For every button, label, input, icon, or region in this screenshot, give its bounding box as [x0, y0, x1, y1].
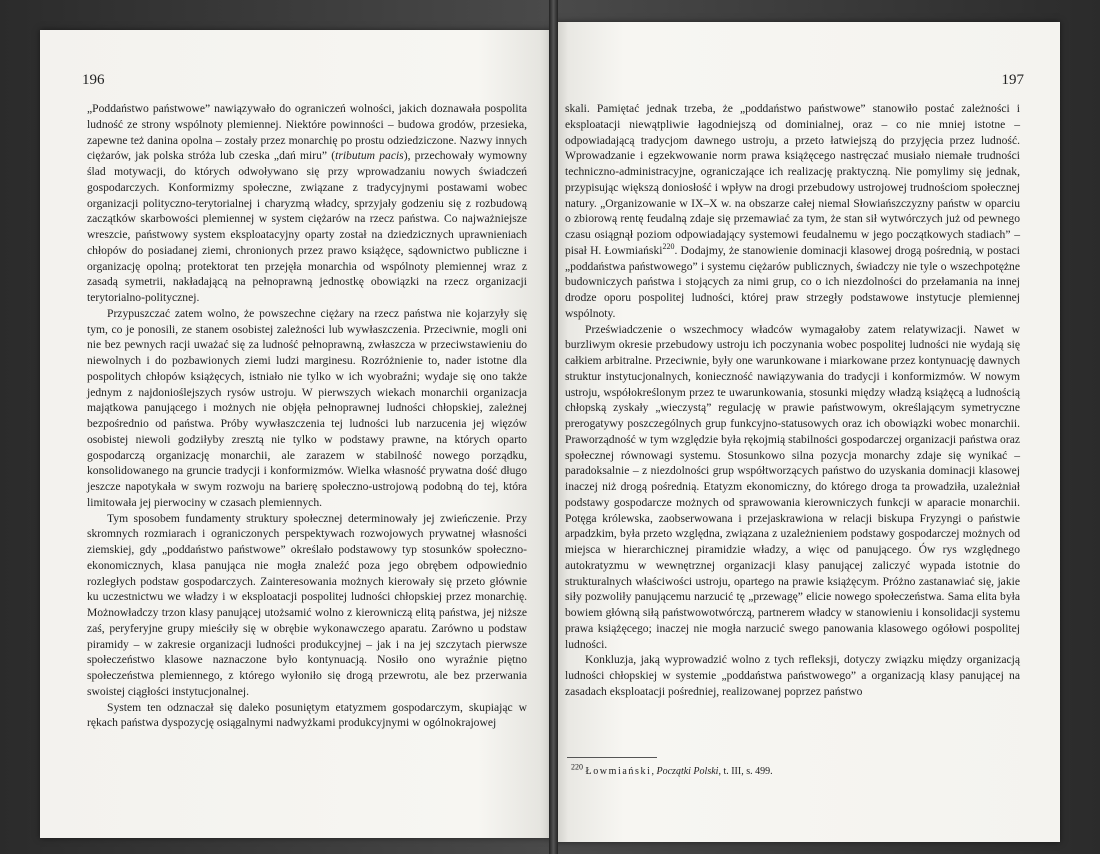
footnote-divider	[567, 757, 657, 758]
footnote-number: 220	[571, 762, 583, 772]
paragraph: Przypuszczać zatem wolno, że powszechne ciężary na rzecz państwa nie kojarzyły się tym, co je ponosili, ze stanem osobistej zależności lub wywłaszczenia. Przeciwnie, mogli oni nie bez pewnych racji uważać się za ludność pełnoprawną, zwłaszcza w przeciwstawieniu do niewolnych i do pozbawionych ziemi ludzi marginesu. Rozróżnienie to, nader istotne dla pospolitych chłopów książęcych, istniało nie tylko w ich wyobraźni; wydaje się ono także jednym z najdonioślejszych rysów ustroju. W pierwszych wiekach monarchii organizacja majątkowa panującego i możnych nie objęła pełnoprawnej ludności chłopskiej, zależnej bezpośrednio od państwa. Próby wywłaszczenia tej ludności lub narzucenia jej więzów osobistej niewoli godziłyby zresztą nie tylko w podstawy prawne, na których oparto gospodarczą organizację monarchii, ale zarazem w stabilność nowego porządku, konsolidowanego na gruncie tradycji i konformizmów. Wielka własność prywatna dość długo jeszcze napotykała w swym rozwoju na barierę społeczno-ustrojową podobną do tej, która limitowała jej pierwociny w czasach plemiennych.	[87, 306, 527, 509]
footnote: $^{220}$ Łowmiański, Początki Polski, t. III, s. 499.	[571, 762, 773, 777]
paragraph: Tym sposobem fundamenty struktury społecznej determinowały jej zwieńczenie. Przy skromnych rozmiarach i ograniczonych perspektywach rozwojowych prywatnej własności ziemskiej, gdy „poddaństwo państwowe” określało podstawowy typ stosunków społeczno-ekonomicznych, klasa panująca nie mogła znaleźć poza jego obrębem odpowiednio rozległych podstaw gospodarczych. Zainteresowania możnych kierowały się przeto głównie ku uczestnictwu we władzy i w eksploatacji pospolitej ludności chłopskiej przez monarchię. Możnowładczy trzon klasy panującej utożsamić wolno z kierowniczą elitą państwa, jej niższe zaś, peryferyjne grupy mieściły się w obrębie wykonawczego aparatu. Zarówno u podstaw piramidy – w zakresie organizacji ludności produkcyjnej – jak i na jej szczytach pierwsze społeczeństwo klasowe naznaczone było kontynuacją. Nosiło ono wyraźnie piętno społeczeństwa plemiennego, z którego wyłoniło się drogą przewrotu, ale bez przerwania swoistej ciągłości instytucjonalnej.	[87, 511, 527, 698]
paragraph: Konkluzja, jaką wyprowadzić wolno z tych refleksji, dotyczy związku między organizacją ludności chłopskiej w systemie „poddaństwa państwowego” a organizacją klasy panującej na zasadach eksploatacji pośredniej, realizowanej poprzez państwo	[565, 653, 1020, 698]
paragraph: Przeświadczenie o wszechmocy władców wymagałoby zatem relatywizacji. Nawet w burzliwym okresie przebudowy ustroju ich poczynania wobec pospolitej ludności nie wydają się całkiem arbitralne. Przeciwnie, były one warunkowane i miarkowane przez kontynuację dawnych struktur instytucjonalnych, konieczność nawiązywania do tradycji i konformizmów. W nowym ustroju, współokreślonym przez te uwarunkowania, stosunki między władzą książęcą a ludnością chłopską zyskały „wieczystą” regulację w prawie państwowym, określającym symetryczne prerogatywy poszczególnych grup funkcyjno-statusowych oraz ich obowiązki wobec monarchii. Praworządność w tym względzie była rękojmią stabilności gospodarczej organizacji państwa oraz społecznej równowagi systemu. Stosunkowo silna pozycja monarchy zdaje się wynikać – paradoksalnie – z niezdolności grup współtworzących państwo do uzyskania dominacji klasowej inaczej niż drogą pośrednią. Etatyzm ekonomiczny, do którego droga ta prowadziła, uzależniał podstawy gospodarcze możnych od sprawowania kierowniczych funkcji w aparacie monarchii. Potęga królewska, zaobserwowana i przejaskrawiona w relacji biskupa Fryzyngi o państwie arpadzkim, była przeto względna, związana z uzależnieniem podstawy gospodarczej możnych od miejsca w hierarchicznej piramidzie władzy, a więc od panującego. Ów rys względnego autokratyzmu w wewnętrznej organizacji klasy panującej zaliczyć wypada istotnie do strukturalnych właściwości ustroju, opartego na prawie książęcym. Próżno zastanawiać się, jakie siły pozwoliły panującemu narzucić tę „przewagę” elicie nowego społeczeństwa. Sama elita była bowiem główną siłą państwowotwórczą, partnerem władcy w stanowieniu i konsolidacji systemu prawa książęcego; inaczej nie mogła narzucić swego panowania klasowego ogółowi pospolitej ludności.	[565, 322, 1020, 651]
footnote-author: Łowmiański	[585, 766, 652, 777]
footnote-title: Początki Polski	[656, 766, 719, 777]
left-page-body	[87, 101, 527, 731]
paragraph: skali. Pamiętać jednak trzeba, że „poddaństwo państwowe” stanowiło postać zależności i eksploatacji niewątpliwie łagodniejszą od dominialnej, oraz – co nie mniej istotne – odpowiadającą tradycjom dawnego ustroju, a przeto łatwiejszą do przyjęcia przez ludność. Wprowadzanie i egzekwowanie norm prawa książęcego nastręczać musiało niemałe trudności techniczno-administracyjne, ograniczające ich realizację praktyczną. Nie pomylimy się jednak, przypisując większą doniosłość i wpływ na drogi przebudowy ustrojowej trudnościom społecznej natury. „Organizowanie w IX–X w. na obszarze całej niemal Słowiańszczyzny państw w oparciu o zbiorową rentę feudalną zdaje się przemawiać za tym, że stan sił wytwórczych już od pewnego czasu osiągnął poziom odpowiadający systemowi feudalnemu w jego początkowych stadiach” – pisał H. Łowmiański$^{220}$. Dodajmy, że stanowienie dominacji klasowej drogą pośrednią, w postaci „poddaństwa państwowego” i systemu ciężarów publicznych, świadczy nie tyle o wszechpotężne budowniczych państwa i stojących za nimi grup, co o ich niezdolności do przełamania na innej drodze oporu pospolitej ludności, której praw strzegły podstawowe instytucje plemiennej wspólnoty.	[565, 102, 1020, 320]
book-spine	[549, 0, 558, 854]
page-number: 197	[1001, 72, 1024, 88]
right-page	[553, 22, 1060, 842]
paragraph: „Poddaństwo państwowe” nawiązywało do ograniczeń wolności, jakich doznawała pospolita ludność ze strony wspólnoty plemiennej. Niektóre powinności – budowa grodów, przesieka, zapewne też danina opolna – zostały przez monarchię po prostu odziedziczone. Nazwy innych ciężarów, jak polska stróża lub czeska „dań miru” (tributum pacis), przechowały wymowny ślad motywacji, do których odwoływano się przy wprowadzaniu nowych świadczeń gospodarczych. Konformizmy społeczne, związane z tradycyjnymi postawami wobec organizacji polityczno-terytorialnej i charyzmą władcy, sprzyjały godzeniu się z rozbudową zaczątków skarbowości plemiennej w system ciężarów na rzecz państwa. Co najważniejsze wreszcie, państwowy system eksploatacyjny oparty został na dziedzicznych uprawnieniach chłopów do posiadanej ziemi, chronionych przez prawo książęce, sądownictwo publiczne i organizację opolną; protektorat ten przejęła monarchia od wspólnoty plemiennej wraz z zasadą symetrii, nakładającą na pełnoprawną jednostkę obowiązki na rzecz organizacji terytorialno-politycznej.	[87, 102, 528, 304]
footnote-reference[interactable]: 220	[662, 241, 675, 251]
left-page	[40, 30, 555, 838]
right-page-body	[565, 101, 1020, 700]
page-number: 196	[82, 72, 105, 88]
paragraph: System ten odznaczał się daleko posuniętym etatyzmem gospodarczym, skupiając w rękach państwa dyspozycję osiągalnymi nadwyżkami produkcyjnymi w ogólnokrajowej	[87, 700, 527, 730]
